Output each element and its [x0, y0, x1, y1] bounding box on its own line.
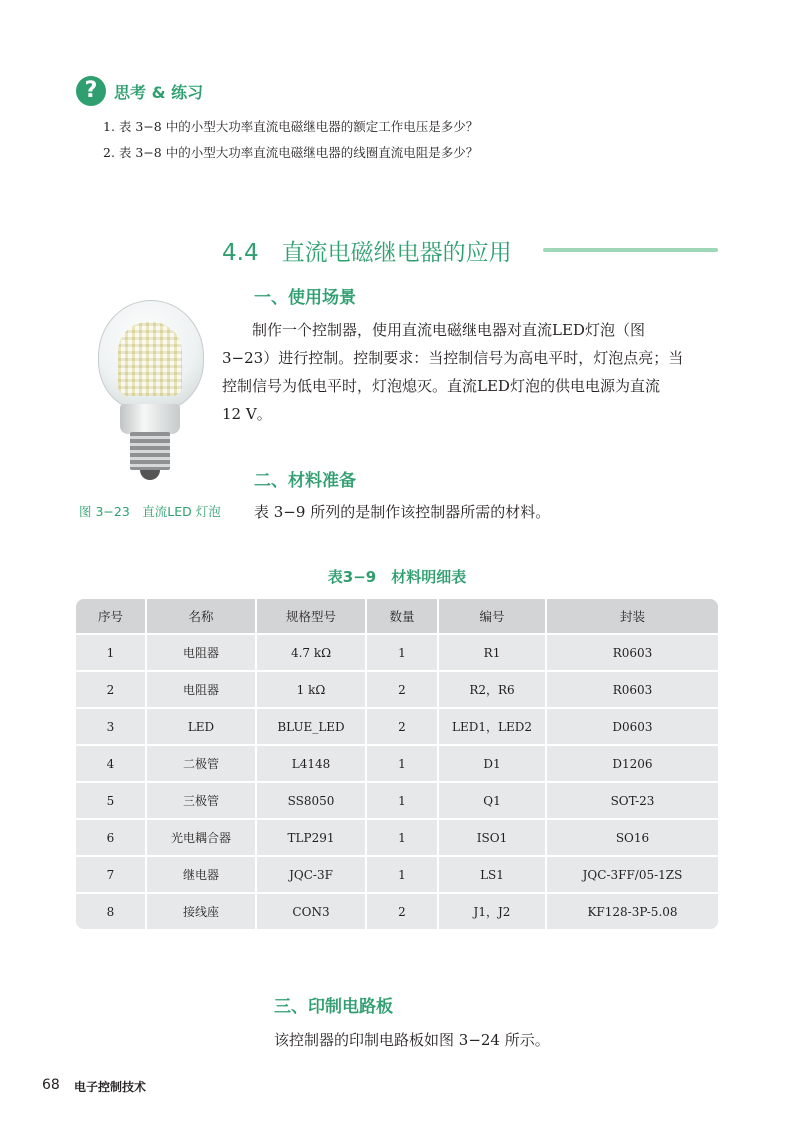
- cell-quantity: 1: [366, 745, 438, 782]
- cell-designator: LED1，LED2: [438, 708, 546, 745]
- cell-quantity: 1: [366, 782, 438, 819]
- usage-line-1: 制作一个控制器，使用直流电磁继电器对直流LED灯泡（图: [252, 321, 645, 339]
- cell-spec: L4148: [256, 745, 366, 782]
- section-title-rule: [543, 248, 718, 252]
- cell-name: LED: [146, 708, 256, 745]
- section-title: 4.4 直流电磁继电器的应用: [222, 240, 512, 266]
- cell-name: 继电器: [146, 856, 256, 893]
- table-row: [76, 819, 718, 856]
- cell-name: 电阻器: [146, 671, 256, 708]
- table-header-row: [76, 599, 718, 634]
- table-row: [76, 634, 718, 671]
- table-row: [76, 856, 718, 893]
- cell-index: 8: [76, 893, 146, 929]
- cell-designator: R2，R6: [438, 671, 546, 708]
- question-1: 1. 表 3−8 中的小型大功率直流电磁继电器的额定工作电压是多少？: [103, 119, 479, 134]
- header-quantity: 数量: [366, 599, 438, 634]
- cell-name: 二极管: [146, 745, 256, 782]
- header-index: 序号: [76, 599, 146, 634]
- cell-spec: CON3: [256, 893, 366, 929]
- cell-package: KF128-3P-5.08: [546, 893, 718, 929]
- book-title: 电子控制技术: [74, 1080, 147, 1094]
- cell-index: 5: [76, 782, 146, 819]
- subheading-materials: 二、材料准备: [254, 471, 356, 491]
- cell-designator: Q1: [438, 782, 546, 819]
- cell-package: JQC-3FF/05-1ZS: [546, 856, 718, 893]
- page-number: 68: [42, 1077, 60, 1093]
- header-package: 封装: [546, 599, 718, 634]
- bulb-neck: [120, 404, 180, 434]
- table-row: [76, 671, 718, 708]
- usage-line-2: 3−23）进行控制。控制要求：当控制信号为高电平时，灯泡点亮；当: [222, 349, 684, 367]
- cell-quantity: 2: [366, 893, 438, 929]
- cell-name: 三极管: [146, 782, 256, 819]
- led-bulb-illustration: [90, 300, 210, 490]
- usage-line-3: 控制信号为低电平时，灯泡熄灭。直流LED灯泡的供电电源为直流: [222, 377, 660, 395]
- bulb-led-array: [118, 322, 182, 396]
- pcb-paragraph: 该控制器的印制电路板如图 3−24 所示。: [274, 1031, 550, 1049]
- bulb-tip: [140, 470, 160, 480]
- header-designator: 编号: [438, 599, 546, 634]
- materials-paragraph: 表 3−9 所列的是制作该控制器所需的材料。: [254, 503, 551, 521]
- table-row: [76, 893, 718, 929]
- cell-spec: SS8050: [256, 782, 366, 819]
- cell-designator: R1: [438, 634, 546, 671]
- table-title: 表3−9 材料明细表: [327, 568, 467, 586]
- usage-paragraph: [222, 316, 718, 428]
- cell-quantity: 1: [366, 634, 438, 671]
- cell-quantity: 2: [366, 708, 438, 745]
- table-row: [76, 708, 718, 745]
- cell-index: 6: [76, 819, 146, 856]
- cell-name: 接线座: [146, 893, 256, 929]
- think-practice-title: 思考 & 练习: [114, 83, 204, 102]
- cell-designator: D1: [438, 745, 546, 782]
- cell-package: R0603: [546, 671, 718, 708]
- cell-spec: TLP291: [256, 819, 366, 856]
- cell-name: 光电耦合器: [146, 819, 256, 856]
- cell-spec: BLUE_LED: [256, 708, 366, 745]
- materials-table: [76, 599, 718, 929]
- cell-quantity: 2: [366, 671, 438, 708]
- subheading-pcb: 三、印制电路板: [274, 997, 393, 1017]
- figure-caption: 图 3−23 直流LED 灯泡: [79, 504, 221, 519]
- usage-line-4: 12 V。: [222, 405, 272, 423]
- bulb-screw-base: [130, 432, 170, 470]
- cell-package: SOT-23: [546, 782, 718, 819]
- cell-designator: ISO1: [438, 819, 546, 856]
- cell-index: 1: [76, 634, 146, 671]
- table-row: [76, 782, 718, 819]
- cell-package: R0603: [546, 634, 718, 671]
- cell-spec: 4.7 kΩ: [256, 634, 366, 671]
- header-spec: 规格型号: [256, 599, 366, 634]
- cell-package: SO16: [546, 819, 718, 856]
- cell-spec: 1 kΩ: [256, 671, 366, 708]
- cell-package: D0603: [546, 708, 718, 745]
- cell-name: 电阻器: [146, 634, 256, 671]
- question-icon: ?: [76, 76, 106, 106]
- cell-quantity: 1: [366, 856, 438, 893]
- cell-index: 7: [76, 856, 146, 893]
- table-row: [76, 745, 718, 782]
- cell-designator: J1，J2: [438, 893, 546, 929]
- subheading-usage-scenario: 一、使用场景: [254, 288, 356, 308]
- cell-designator: LS1: [438, 856, 546, 893]
- cell-index: 3: [76, 708, 146, 745]
- cell-spec: JQC-3F: [256, 856, 366, 893]
- cell-index: 4: [76, 745, 146, 782]
- cell-quantity: 1: [366, 819, 438, 856]
- cell-index: 2: [76, 671, 146, 708]
- question-2: 2. 表 3−8 中的小型大功率直流电磁继电器的线圈直流电阻是多少？: [103, 145, 479, 160]
- header-name: 名称: [146, 599, 256, 634]
- cell-package: D1206: [546, 745, 718, 782]
